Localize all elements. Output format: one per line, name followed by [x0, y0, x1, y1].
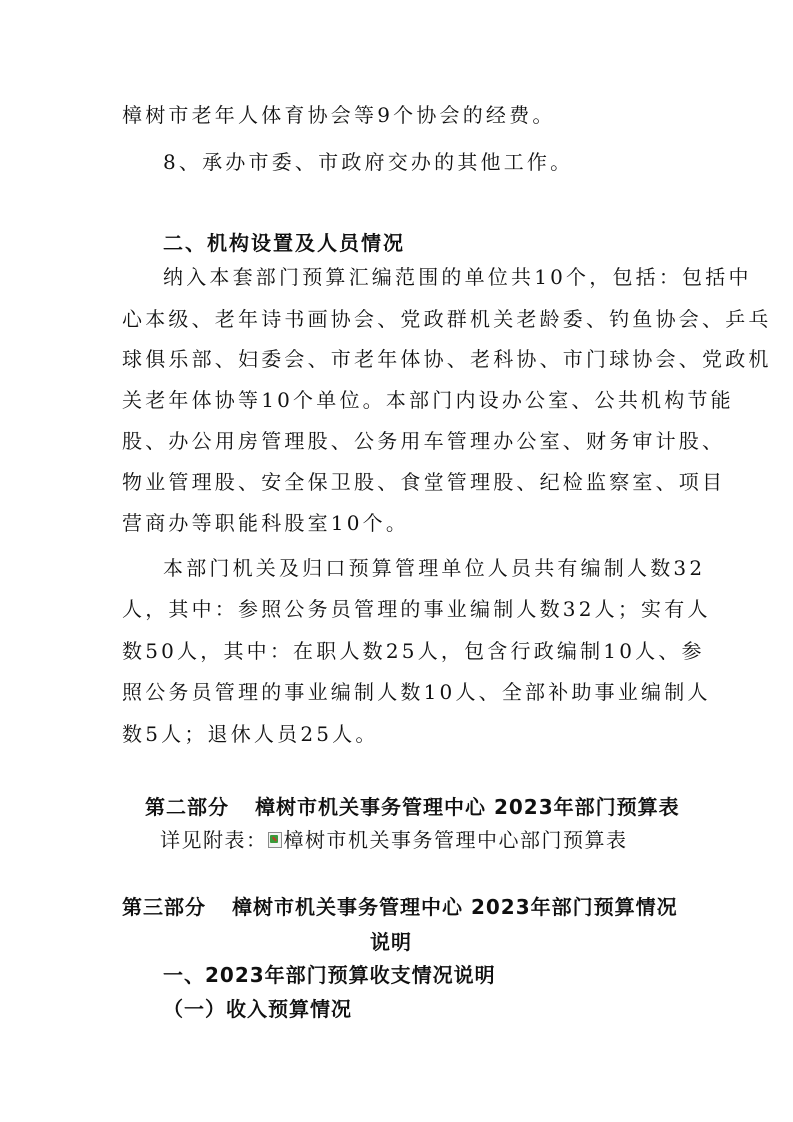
staff-paragraph-line-5: 数5人；退休人员25人。	[122, 722, 379, 746]
staff-paragraph-line-3: 数50人，其中：在职人数25人，包含行政编制10人、参	[122, 639, 705, 663]
part2-title-text: 樟树市机关事务管理中心 2023年部门预算表	[255, 795, 680, 819]
part3-label: 第三部分	[122, 895, 206, 919]
section-heading-organization: 二、机构设置及人员情况	[163, 231, 405, 255]
staff-paragraph-line-1: 本部门机关及归口预算管理单位人员共有编制人数32	[163, 556, 706, 580]
list-item-8: 8、承办市委、市政府交办的其他工作。	[163, 150, 574, 174]
budget-heading: 一、2023年部门预算收支情况说明	[163, 963, 496, 987]
paragraph-line: 樟树市老年人体育协会等9个协会的经费。	[122, 103, 556, 127]
part3-title	[122, 893, 678, 921]
attachment-link[interactable]: 樟树市机关事务管理中心部门预算表	[283, 828, 628, 852]
attachment-prefix: 详见附表：	[160, 828, 268, 852]
excel-file-icon[interactable]	[268, 832, 282, 848]
part3-title-text: 樟树市机关事务管理中心 2023年部门预算情况	[232, 895, 678, 919]
org-paragraph-line-7: 营商办等职能科股室10个。	[122, 511, 410, 535]
attachment-reference	[160, 826, 628, 854]
staff-paragraph-line-4: 照公务员管理的事业编制人数10人、全部补助事业编制人	[122, 680, 711, 704]
org-paragraph-line-1: 纳入本套部门预算汇编范围的单位共10个，包括：包括中	[163, 265, 752, 289]
part3-title-continued: 说明	[370, 930, 412, 954]
org-paragraph-line-6: 物业管理股、安全保卫股、食堂管理股、纪检监察室、项目	[122, 470, 726, 494]
income-subheading: （一）收入预算情况	[163, 997, 352, 1021]
org-paragraph-line-4: 关老年体协等10个单位。本部门内设办公室、公共机构节能	[122, 388, 734, 412]
org-paragraph-line-5: 股、办公用房管理股、公务用车管理办公室、财务审计股、	[122, 429, 726, 453]
part2-title	[145, 793, 680, 821]
staff-paragraph-line-2: 人，其中：参照公务员管理的事业编制人数32人；实有人	[122, 597, 711, 621]
part2-label: 第二部分	[145, 795, 229, 819]
org-paragraph-line-2: 心本级、老年诗书画协会、党政群机关老龄委、钓鱼协会、乒乓	[122, 307, 772, 331]
org-paragraph-line-3: 球俱乐部、妇委会、市老年体协、老科协、市门球协会、党政机	[122, 347, 772, 371]
